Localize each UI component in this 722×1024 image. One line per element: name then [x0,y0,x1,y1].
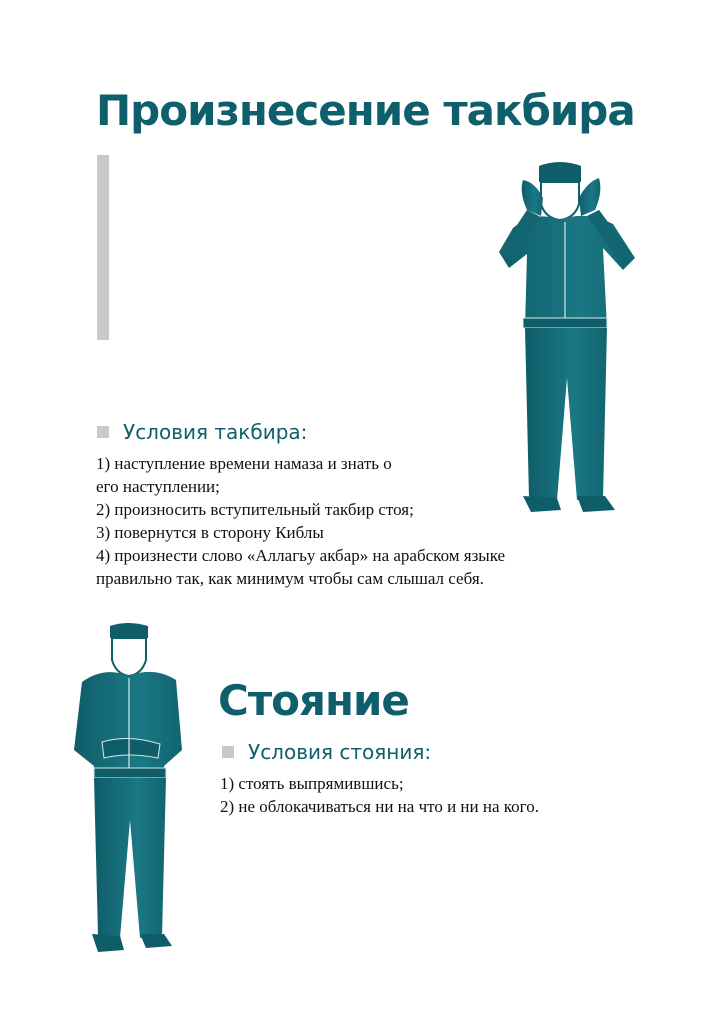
subtitle-text: Условия такбира: [123,420,308,444]
list-item: правильно так, как минимум чтобы сам слышал себя. [96,569,484,588]
page-title-standing: Стояние [218,676,409,725]
list-item: 2) произносить вступительный такбир стоя; [96,500,414,519]
standing-conditions-list [220,772,539,818]
takbir-pose-figure [495,158,645,528]
standing-pose-figure [68,620,193,960]
list-item: его наступлении; [96,477,220,496]
list-item: 4) произнести слово «Аллагьу акбар» на арабском языке [96,546,506,565]
bullet-square-icon [97,426,109,438]
subtitle-standing-conditions [222,740,431,764]
list-item: 2) не облокачиваться ни на что и ни на кого. [220,797,539,816]
list-item: 1) стоять выпрямившись; [220,774,404,793]
decorative-bar [97,155,109,340]
list-item: 1) наступление времени намаза и знать о [96,454,392,473]
page-title-takbir: Произнесение такбира [96,86,635,135]
bullet-square-icon [222,746,234,758]
subtitle-takbir-conditions [97,420,307,444]
list-item: 3) повернутся в сторону Киблы [96,523,324,542]
takbir-conditions-list [96,452,505,590]
subtitle-text: Условия стояния: [248,740,432,764]
